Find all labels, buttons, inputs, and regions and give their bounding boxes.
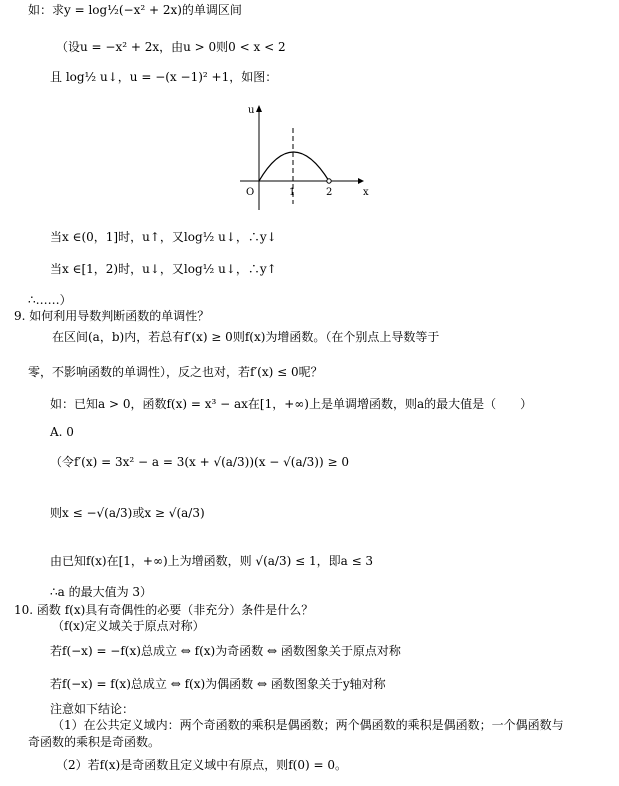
note-1: （1）在公共定义域内：两个奇函数的乘积是偶函数；两个偶函数的乘积是偶函数；一个偶函数与 [52, 718, 564, 732]
ellipsis-close: ∴……） [28, 293, 72, 307]
odd-function-rule: 若f(−x) = −f(x)总成立 ⇔ f(x)为奇函数 ⇔ 函数图象关于原点对称 [50, 644, 401, 658]
note-1-cont: 奇函数的乘积是奇函数。 [28, 735, 161, 749]
even-function-rule: 若f(−x) = f(x)总成立 ⇔ f(x)为偶函数 ⇔ 函数图象关于y轴对称 [50, 677, 386, 691]
known-condition: 由已知f(x)在[1，+∞)上为增函数，则 √(a/3) ≤ 1，即a ≤ 3 [50, 554, 374, 568]
case-interval-2: 当x ∈[1，2)时，u↓，又log½ u↓，∴y↑ [50, 262, 277, 276]
max-value-conclusion: ∴a 的最大值为 3） [50, 585, 153, 599]
u-axis-arrow [256, 105, 262, 112]
parabola-curve [259, 152, 329, 181]
note-2: （2）若f(x)是奇函数且定义域中有原点，则f(0) = 0。 [56, 758, 347, 772]
question-10: 10. 函数 f(x)具有奇偶性的必要（非充分）条件是什么？ [14, 603, 314, 617]
derivative-rule: 在区间(a，b)内，若总有f′(x) ≥ 0则f(x)为增函数。（在个别点上导数等于 [52, 330, 440, 344]
tick-1-label: 1 [289, 187, 296, 198]
example-question: 如：求y = log½(−x² + 2x)的单调区间 [28, 3, 242, 17]
tick-2-label: 2 [326, 187, 333, 198]
example-2: 如：已知a > 0，函数f(x) = x³ − ax在[1，+∞)上是单调增函数，则a的最大值是（ ） [50, 397, 533, 411]
substitution-note: （设u = −x² + 2x，由u > 0则0 < x < 2 [56, 40, 286, 54]
origin-label: O [246, 187, 255, 198]
parabola-graph [226, 100, 376, 212]
question-9: 9. 如何利用导数判断函数的单调性？ [14, 309, 210, 323]
case-interval-1: 当x ∈(0，1]时，u↑，又log½ u↓，∴y↓ [50, 230, 277, 244]
answer-choice: A. 0 [50, 425, 74, 439]
notes-heading: 注意如下结论： [50, 702, 135, 716]
x-axis-arrow [358, 178, 364, 184]
solution-range: 则x ≤ −√(a/3)或x ≥ √(a/3) [50, 506, 205, 520]
derivative-factor: （令f′(x) = 3x² − a = 3(x + √(a/3))(x − √(a/3)) ≥ 0 [50, 455, 349, 469]
x-axis-label: x [363, 187, 369, 198]
root-point-2 [327, 179, 331, 183]
domain-symmetric: （f(x)定义域关于原点对称） [52, 619, 205, 633]
u-axis-label: u [248, 105, 255, 116]
monotonic-note: 且 log½ u↓，u = −(x −1)² +1，如图： [50, 70, 278, 84]
derivative-rule-cont: 零，不影响函数的单调性），反之也对，若f′(x) ≤ 0呢？ [28, 365, 323, 379]
